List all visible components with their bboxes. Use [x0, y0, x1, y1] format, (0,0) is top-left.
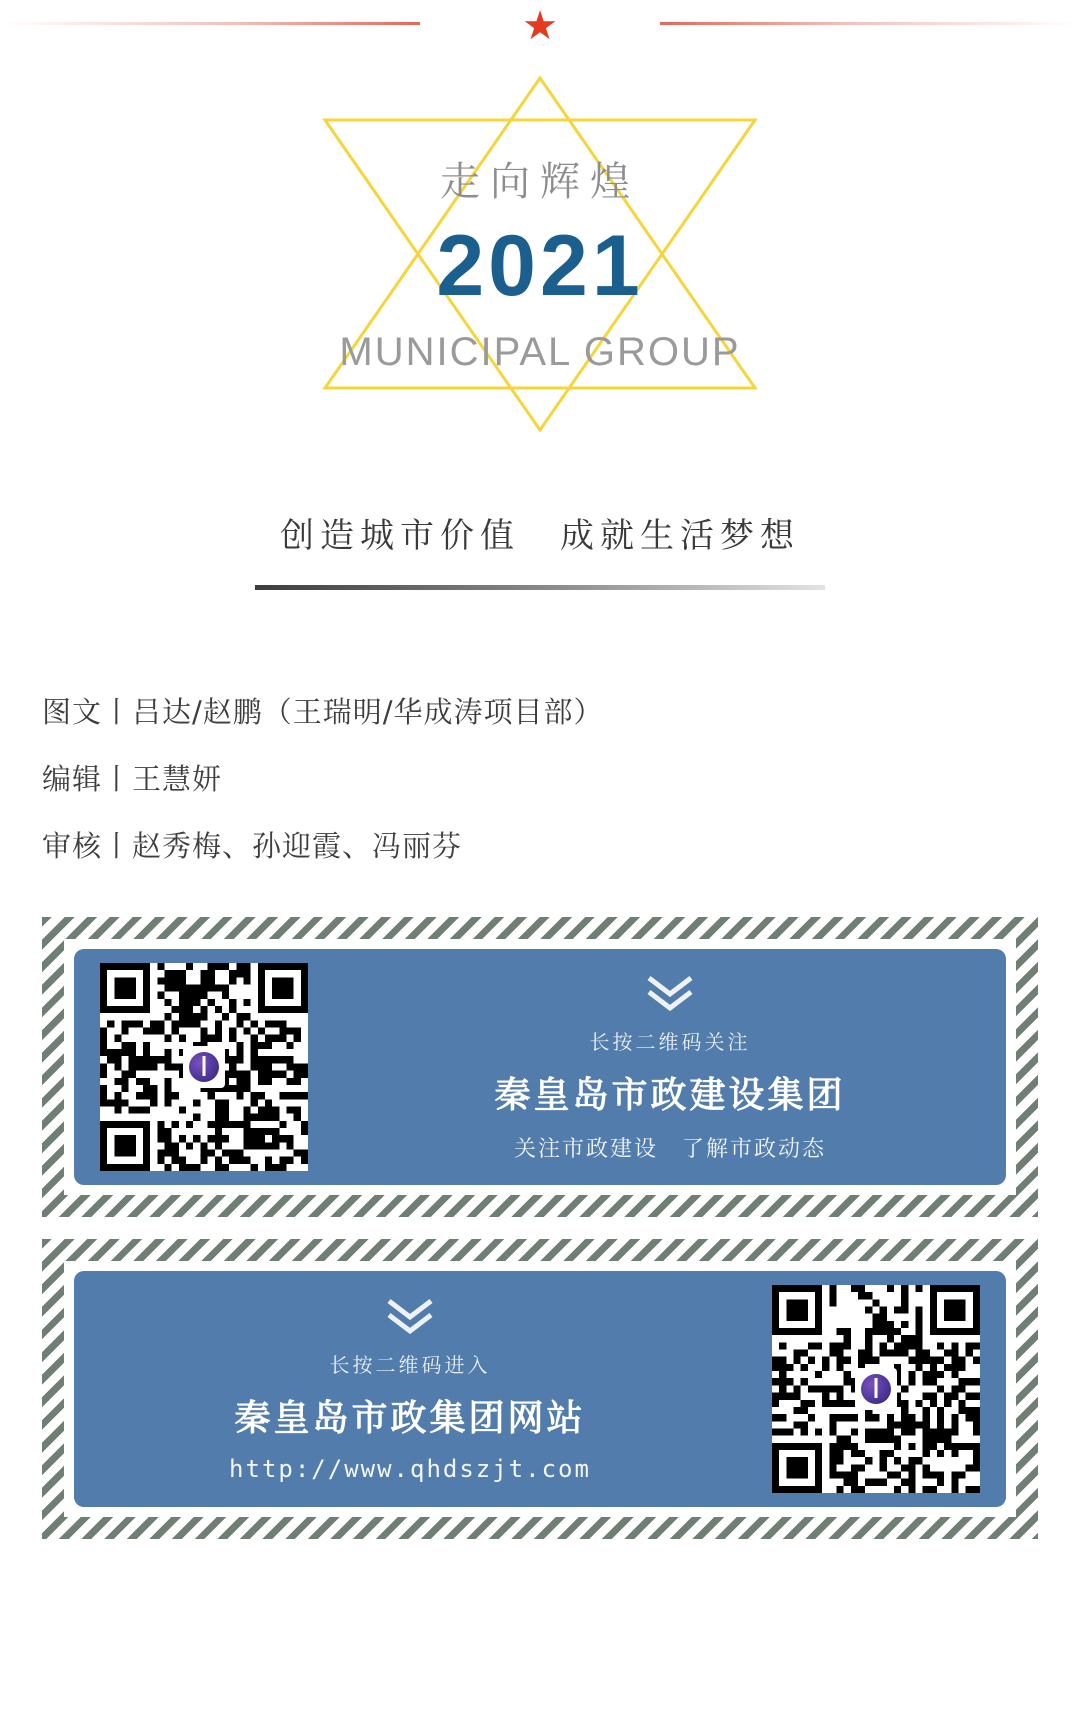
qr-code-official-account[interactable] [100, 963, 308, 1171]
qr-card-footnote: 关注市政建设 了解市政动态 [513, 1136, 826, 1162]
chevron-double-down-icon [643, 972, 697, 1012]
qr-code-website[interactable] [772, 1285, 980, 1493]
slogan-divider [255, 585, 825, 590]
slogan-text: 创造城市价值 成就生活梦想 [280, 516, 800, 556]
qr-cards [42, 917, 1038, 1539]
qr-card-title: 秦皇岛市政建设集团 [494, 1074, 846, 1116]
qr-card-text [74, 1295, 746, 1483]
top-ribbon [0, 0, 1080, 52]
qr-card-website[interactable] [42, 1239, 1038, 1539]
star-icon: ★ [522, 4, 558, 48]
qr-card-body [74, 949, 1006, 1185]
qr-card-subtitle: 长按二维码关注 [589, 1029, 751, 1054]
credits-block [42, 695, 1080, 863]
qr-card-official-account[interactable] [42, 917, 1038, 1217]
ribbon-line-left [0, 22, 420, 25]
hero-year: 2021 [436, 218, 644, 314]
chevron-double-down-icon [383, 1295, 437, 1335]
credits-line-reviewer: 审核丨赵秀梅、孙迎霞、冯丽芬 [42, 829, 463, 863]
qr-card-inner [64, 939, 1016, 1195]
hero-chinese-title: 走向辉煌 [440, 159, 640, 205]
hero-english-title: MUNICIPAL GROUP [339, 330, 741, 374]
ribbon-line-right [660, 22, 1080, 25]
qr-card-title: 秦皇岛市政集团网站 [234, 1398, 586, 1439]
brand-logo-icon [183, 1046, 225, 1088]
qr-card-subtitle: 长按二维码进入 [329, 1353, 491, 1377]
qr-card-body [74, 1271, 1006, 1507]
hero-banner [0, 58, 1080, 478]
brand-logo-icon [855, 1368, 897, 1410]
qr-card-text [334, 972, 1006, 1163]
credits-line-editor: 编辑丨王慧妍 [42, 762, 223, 796]
qr-card-url: http://www.qhdszjt.com [229, 1455, 591, 1483]
slogan-block [0, 508, 1080, 590]
qr-card-inner [64, 1261, 1016, 1517]
credits-line-photo: 图文丨吕达/赵鹏（王瑞明/华成涛项目部） [42, 695, 604, 729]
